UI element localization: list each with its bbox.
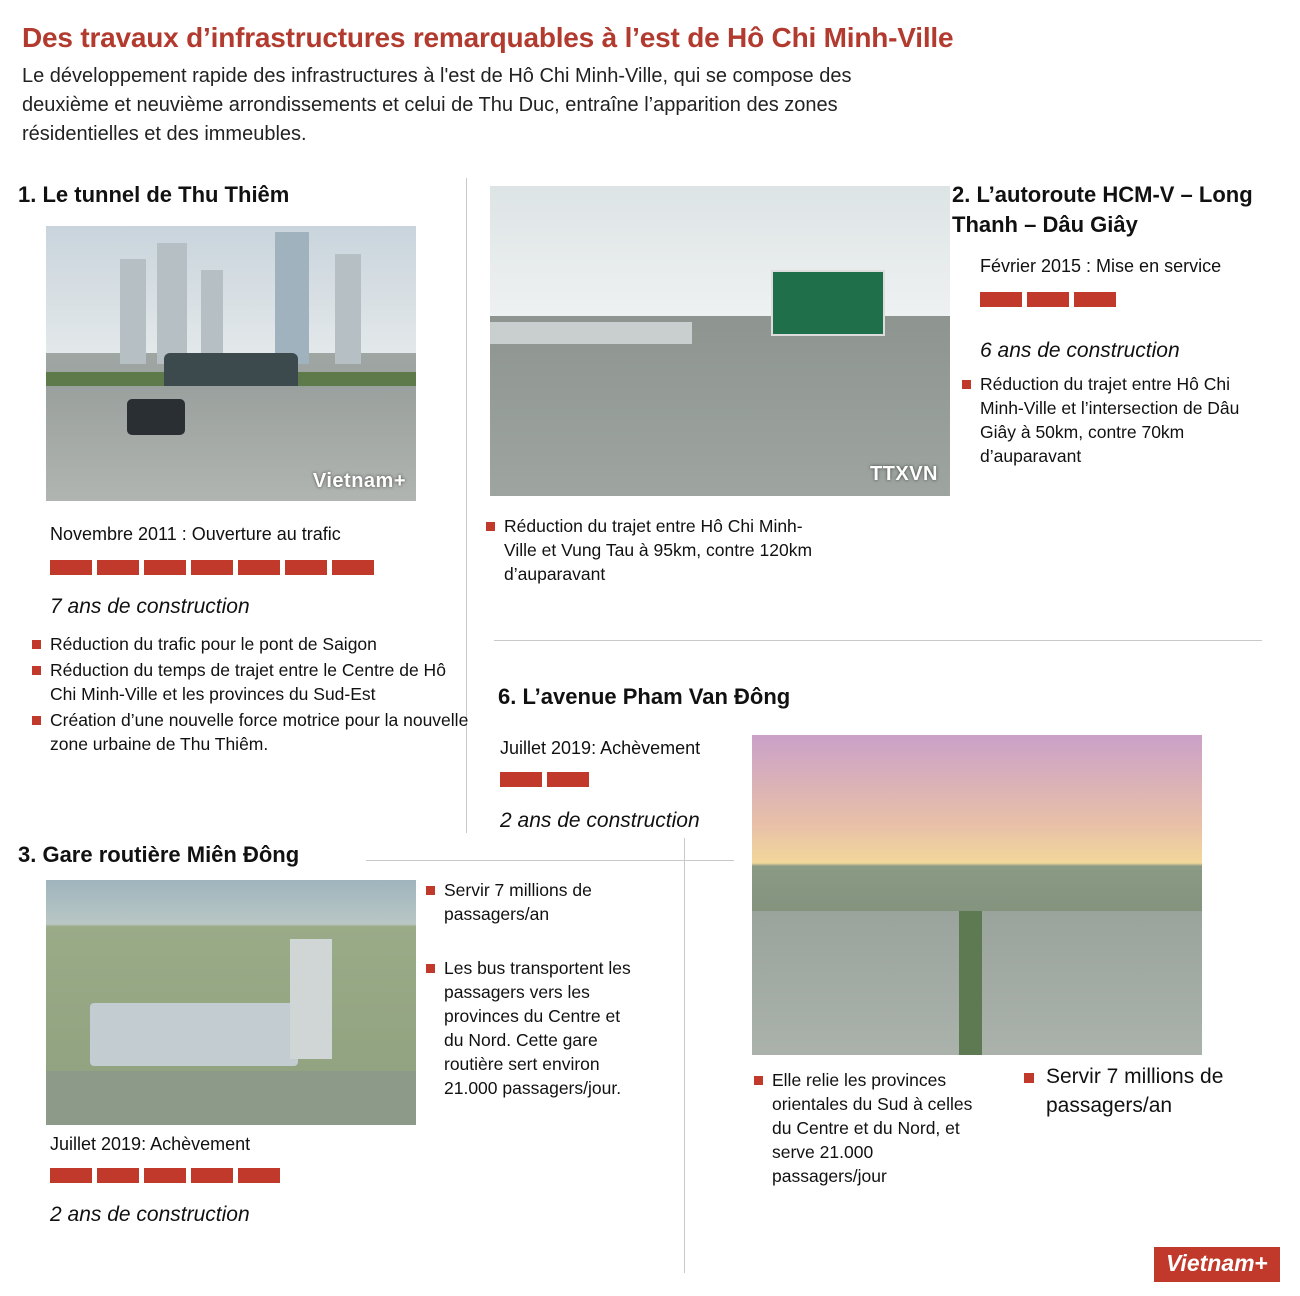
list-item: Servir 7 millions de passagers/an	[424, 878, 634, 926]
section-heading-avenue: 6. L’avenue Pham Van Ðông	[498, 684, 791, 709]
bar	[191, 1168, 233, 1183]
page-title: Des travaux d’infrastructures remarquables à l’est de Hô Chi Minh-Ville	[22, 22, 954, 53]
bar	[97, 1168, 139, 1183]
highway-photo-bullet-list	[484, 514, 834, 588]
photo-road	[46, 1071, 416, 1125]
tunnel-duration-bars	[50, 560, 374, 575]
list-item: Réduction du trajet entre Hô Chi Minh-Ville et l’intersection de Dâu Giây à 50km, contre 70km d’auparavant	[960, 372, 1270, 468]
list-item: Réduction du trajet entre Hô Chi Minh-Ville et Vung Tau à 95km, contre 120km d’auparavant	[484, 514, 834, 586]
page-subtitle: Le développement rapide des infrastructures à l'est de Hô Chi Minh-Ville, qui se compose des deuxième et neuvième arrondissements et celui de Thu Duc, entraîne l’apparition des zones résidentielles et des immeubles.	[22, 65, 852, 145]
bar	[1074, 292, 1116, 307]
photo-thu-thiem-tunnel	[46, 226, 416, 501]
bar	[238, 1168, 280, 1183]
divider-vertical-bottom	[684, 838, 685, 1273]
photo-highway	[490, 186, 950, 496]
highway-bullet-list	[960, 372, 1270, 470]
highway-years-label: 6 ans de construction	[980, 339, 1180, 362]
photo-mien-dong-station	[46, 880, 416, 1125]
photo-building	[157, 243, 187, 364]
list-item: Réduction du trafic pour le pont de Saigon	[30, 632, 470, 656]
tunnel-bullet-list	[30, 632, 470, 758]
bar	[144, 560, 186, 575]
logo-text: Vietnam	[1165, 1250, 1255, 1276]
list-item: Elle relie les provinces orientales du Sud à celles du Centre et du Nord, et serve 21.000 passagers/jour	[752, 1068, 977, 1188]
photo-barrier	[490, 322, 692, 344]
list-item: Réduction du temps de trajet entre le Centre de Hô Chi Minh-Ville et les provinces du Sud-Est	[30, 658, 470, 706]
photo-building	[120, 259, 146, 364]
bar	[332, 560, 374, 575]
photo-station-roof	[90, 1003, 297, 1067]
bar	[97, 560, 139, 575]
photo-building	[335, 254, 361, 364]
divider-horizontal-middle	[494, 640, 1262, 641]
list-item: Servir 7 millions de passagers/an	[1022, 1062, 1282, 1120]
bar	[1027, 292, 1069, 307]
bar	[50, 560, 92, 575]
section-heading-station: 3. Gare routière Miên Ðông	[18, 842, 300, 867]
bar	[191, 560, 233, 575]
list-item: Les bus transportent les passagers vers les provinces du Centre et du Nord. Cette gare routière sert environ 21.000 passagers/jour.	[424, 956, 634, 1100]
station-years-label: 2 ans de construction	[50, 1203, 250, 1226]
photo-road-sign	[771, 270, 885, 336]
station-bullet-list	[424, 878, 634, 1102]
vietnamplus-logo	[1154, 1247, 1280, 1282]
avenue-duration-bars	[500, 772, 589, 787]
watermark-vietnamplus: Vietnam+	[312, 470, 406, 492]
bar	[980, 292, 1022, 307]
photo-building	[201, 270, 223, 364]
highway-date: Février 2015 : Mise en service	[980, 256, 1222, 276]
bar	[285, 560, 327, 575]
avenue-bullet-list-left	[752, 1068, 977, 1190]
avenue-bullet-list-right	[1022, 1062, 1282, 1122]
tunnel-date: Novembre 2011 : Ouverture au trafic	[50, 524, 341, 544]
photo-pham-van-dong-avenue	[752, 735, 1202, 1055]
section-heading-tunnel: 1. Le tunnel de Thu Thiêm	[18, 182, 290, 207]
photo-car	[127, 399, 185, 435]
divider-horizontal-station	[366, 860, 734, 861]
bar	[50, 1168, 92, 1183]
highway-duration-bars	[980, 292, 1116, 307]
list-item: Création d’une nouvelle force motrice pour la nouvelle zone urbaine de Thu Thiêm.	[30, 708, 470, 756]
station-date: Juillet 2019: Achèvement	[50, 1134, 251, 1154]
station-duration-bars	[50, 1168, 280, 1183]
avenue-date: Juillet 2019: Achèvement	[500, 738, 701, 758]
photo-median	[959, 911, 982, 1055]
photo-building	[275, 232, 309, 364]
avenue-years-label: 2 ans de construction	[500, 809, 700, 832]
photo-tower	[290, 939, 332, 1059]
tunnel-years-label: 7 ans de construction	[50, 595, 250, 618]
bar	[238, 560, 280, 575]
bar	[547, 772, 589, 787]
bar	[144, 1168, 186, 1183]
logo-plus: +	[1254, 1250, 1268, 1276]
bar	[500, 772, 542, 787]
section-heading-highway: 2. L’autoroute HCM-V – Long Thanh – Dâu Giây	[952, 182, 1253, 237]
watermark-ttxvn: TTXVN	[869, 463, 938, 485]
